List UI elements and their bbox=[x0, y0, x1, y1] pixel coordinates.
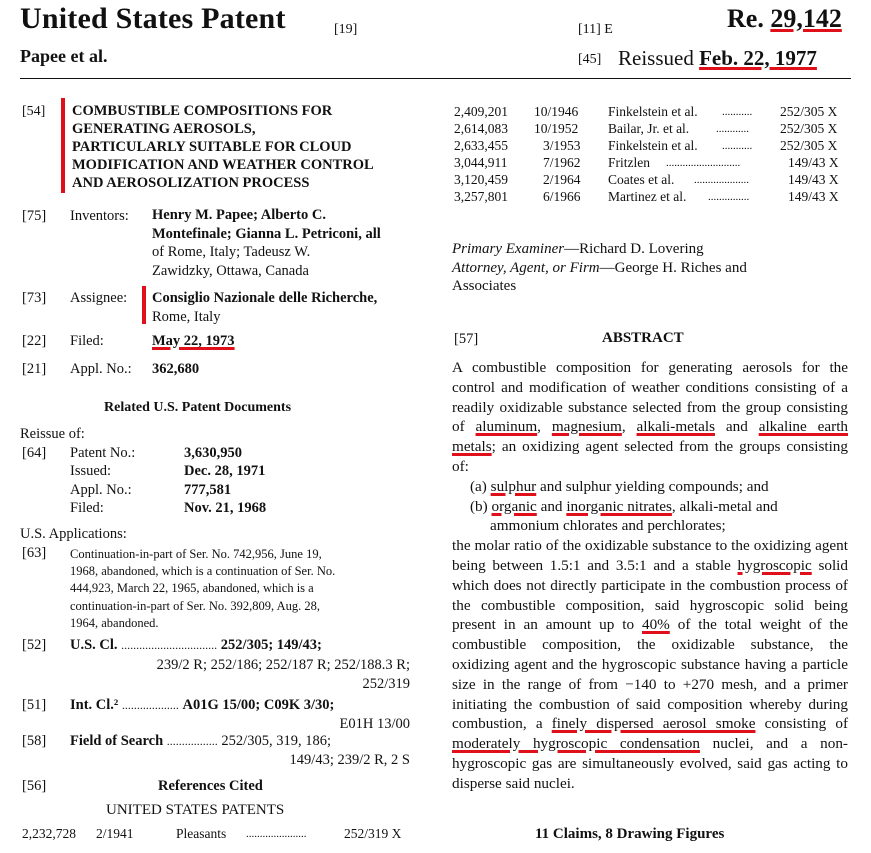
reference-dots: ...................... bbox=[246, 828, 307, 840]
reference-number: 3,044,911 bbox=[454, 155, 508, 170]
reference-dots: ............ bbox=[716, 123, 749, 135]
filed-ref: [22] bbox=[22, 333, 47, 349]
us-cl-line: 252/319 bbox=[362, 675, 410, 692]
us-cl-label: U.S. Cl. bbox=[70, 637, 118, 653]
abstract-span: solid which does not directly participate in the combustion process of the combustible composition, said hygroscopic solid being present in an amount up to bbox=[452, 556, 848, 634]
continuation-line: 444,923, March 22, 1965, abandoned, which is a bbox=[70, 581, 314, 596]
patent-ref: [11] E bbox=[578, 22, 613, 37]
field-ref: [58] bbox=[22, 733, 47, 749]
continuation-ref: [63] bbox=[22, 545, 47, 561]
reference-class: 252/305 X bbox=[780, 104, 838, 119]
int-cl-row bbox=[70, 697, 334, 714]
attorney-name-cont: Associates bbox=[452, 278, 517, 294]
abstract-heading: ABSTRACT bbox=[602, 330, 684, 346]
references-heading: References Cited bbox=[158, 778, 263, 794]
appl-ref: [21] bbox=[22, 361, 47, 377]
reissue-row-label: Appl. No.: bbox=[70, 481, 132, 498]
reference-date: 2/1941 bbox=[96, 826, 134, 841]
reference-class: 252/319 X bbox=[344, 826, 402, 841]
int-cl-label: Int. Cl.² bbox=[70, 697, 119, 713]
abstract-span: consisting of bbox=[755, 715, 849, 733]
attorney-name: —George H. Riches and bbox=[599, 259, 747, 276]
assignee-line: Consiglio Nazionale delle Richerche, bbox=[152, 290, 378, 306]
inventors-label: Inventors: bbox=[70, 208, 129, 224]
abstract-span: and sulphur yielding compounds; and bbox=[536, 477, 769, 495]
reference-class: 252/305 X bbox=[780, 121, 838, 136]
examiner-label: Primary Examiner bbox=[452, 241, 565, 257]
continuation-line: 1968, abandoned, which is a continuation of Ser. No. bbox=[70, 564, 336, 579]
abstract-span: A combustible composition for generating aerosols for the control and modification of weather conditions consisting of a readily oxidizable substance selected from the group consisting of bbox=[452, 359, 848, 436]
field-label: Field of Search bbox=[70, 733, 164, 749]
reference-name: Finkelstein et al. bbox=[608, 104, 698, 119]
assignee-line: Rome, Italy bbox=[152, 308, 221, 325]
int-cl-ref: [51] bbox=[22, 697, 47, 713]
inventor-line-text: Montefinale; Gianna L. Petriconi, all bbox=[152, 225, 381, 242]
reference-number: 2,614,083 bbox=[454, 121, 508, 136]
reference-date: 6/1966 bbox=[543, 189, 581, 204]
reference-row bbox=[454, 172, 854, 189]
header-rule bbox=[20, 78, 851, 79]
title-line: AND AEROSOLIZATION PROCESS bbox=[72, 175, 310, 191]
us-applications-label: U.S. Applications: bbox=[20, 526, 127, 542]
filed-date: May 22, 1973 bbox=[152, 333, 235, 349]
highlight-alkali-metals: alkali-metals bbox=[636, 418, 715, 436]
inventor-line-text: Henry M. Papee; Alberto C. bbox=[152, 207, 326, 223]
int-cl-dots: ................... bbox=[121, 698, 179, 712]
highlight-condensation: moderately hygroscopic condensation bbox=[452, 735, 700, 753]
appl-label: Appl. No.: bbox=[70, 361, 132, 377]
field-row bbox=[70, 733, 331, 750]
patent-number: 29,142 bbox=[770, 4, 842, 33]
attorney-label: Attorney, Agent, or Firm bbox=[452, 259, 600, 276]
patent-heading: United States Patent bbox=[20, 2, 286, 35]
reference-dots: .................... bbox=[694, 174, 749, 186]
reference-date: 2/1964 bbox=[543, 172, 581, 187]
reference-date: 10/1946 bbox=[534, 104, 579, 119]
heading-ref: [19] bbox=[334, 22, 358, 37]
reference-number: 2,409,201 bbox=[454, 104, 508, 119]
title-ref: [54] bbox=[22, 104, 46, 119]
title-line: COMBUSTIBLE COMPOSITIONS FOR bbox=[72, 103, 333, 119]
reissue-row-value: 3,630,950 bbox=[184, 445, 242, 461]
reissue-row-value: Dec. 28, 1971 bbox=[184, 463, 266, 480]
reissue-row-value: 777,581 bbox=[184, 481, 232, 498]
abstract-item-b bbox=[452, 497, 848, 517]
reference-row bbox=[454, 189, 854, 206]
reference-number: 2,232,728 bbox=[22, 826, 76, 841]
title-marker bbox=[61, 98, 65, 193]
reference-class: 252/305 X bbox=[780, 138, 838, 153]
reference-class: 149/43 X bbox=[788, 189, 839, 204]
abstract-span: and bbox=[714, 418, 759, 436]
assignee-ref: [73] bbox=[22, 290, 47, 306]
assignee-label: Assignee: bbox=[70, 290, 128, 306]
appl-number: 362,680 bbox=[152, 361, 200, 377]
reissue-row-label: Patent No.: bbox=[70, 445, 136, 461]
reissue-date: Feb. 22, 1977 bbox=[699, 46, 817, 70]
reissue-ref: [45] bbox=[578, 52, 602, 67]
examiner-block bbox=[452, 240, 747, 296]
inventors-ref: [75] bbox=[22, 208, 47, 224]
reference-name: Fritzlen bbox=[608, 155, 650, 170]
patent-title bbox=[72, 102, 374, 192]
filed-label: Filed: bbox=[70, 333, 104, 349]
reissue-labels bbox=[70, 444, 135, 517]
assignee-marker bbox=[142, 286, 146, 324]
related-heading: Related U.S. Patent Documents bbox=[104, 400, 292, 415]
field-dots: ................. bbox=[166, 734, 218, 748]
reference-name: Coates et al. bbox=[608, 172, 675, 187]
abstract-span: of the total weight of the combustible composition, the oxidizable substance, the oxidizing agent and the hygroscopic substance having a particle size in the range of from −140 to +270 mesh, and a primer initiating the combustion of said composition whereby during combustion, a bbox=[452, 616, 848, 733]
abstract-paragraph bbox=[452, 536, 848, 793]
reissue-label: Reissued bbox=[618, 46, 694, 70]
abstract-span: , bbox=[537, 418, 552, 436]
title-line: MODIFICATION AND WEATHER CONTROL bbox=[72, 157, 374, 173]
us-cl-dots: ................................ bbox=[121, 638, 218, 652]
continuation-line: Continuation-in-part of Ser. No. 742,956, June 19, bbox=[70, 547, 322, 561]
inventor-line: Papee et al. bbox=[20, 46, 108, 66]
highlight-organic: organic bbox=[491, 497, 537, 515]
abstract-span: the molar ratio of the oxidizable substance to the oxidizing agent being between 1.5:1 and 3.5:1 and a stable bbox=[452, 537, 848, 574]
inventor-line-text: of Rome, Italy; Tadeusz W. bbox=[152, 244, 311, 260]
reference-date: 3/1953 bbox=[543, 138, 581, 153]
title-line: PARTICULARLY SUITABLE FOR CLOUD bbox=[72, 139, 352, 155]
reference-name: Martinez et al. bbox=[608, 189, 687, 204]
item-label: (b) bbox=[470, 497, 492, 515]
us-patents-heading: UNITED STATES PATENTS bbox=[106, 802, 285, 818]
abstract-item-a bbox=[452, 477, 848, 497]
abstract-span: , alkali-metal and bbox=[671, 497, 778, 515]
abstract-ref: [57] bbox=[454, 331, 479, 347]
reference-date: 10/1952 bbox=[534, 121, 579, 136]
reference-row bbox=[454, 121, 854, 138]
us-cl-ref: [52] bbox=[22, 637, 47, 653]
reissue-ref: [64] bbox=[22, 445, 47, 461]
us-cl-line: 239/2 R; 252/186; 252/187 R; 252/188.3 R; bbox=[156, 657, 410, 673]
highlight-magnesium: magnesium bbox=[551, 418, 622, 436]
reference-dots: ........... bbox=[722, 140, 753, 152]
reference-class: 149/43 X bbox=[788, 172, 839, 187]
references-ref: [56] bbox=[22, 778, 47, 794]
reference-dots: ............... bbox=[708, 191, 750, 203]
reference-dots: ........................... bbox=[666, 157, 741, 169]
reissue-block bbox=[618, 46, 817, 71]
abstract-span: , bbox=[621, 418, 637, 436]
reissue-values bbox=[184, 444, 266, 517]
us-cl-more bbox=[88, 656, 410, 693]
reference-row bbox=[454, 104, 854, 121]
field-more: 149/43; 239/2 R, 2 S bbox=[289, 752, 410, 768]
highlight-sulphur: sulphur bbox=[490, 477, 537, 495]
abstract-span: and bbox=[536, 497, 567, 515]
abstract-span: ; an oxidizing agent selected from the groups consisting of: bbox=[452, 438, 848, 475]
reference-dots: ........... bbox=[722, 106, 753, 118]
patent-number-block bbox=[727, 4, 842, 34]
reference-date: 7/1962 bbox=[543, 155, 581, 170]
int-cl-more: E01H 13/00 bbox=[339, 716, 410, 732]
reference-number: 3,257,801 bbox=[454, 189, 508, 204]
title-line: GENERATING AEROSOLS, bbox=[72, 121, 256, 137]
highlight-hygroscopic: hygroscopic bbox=[737, 556, 812, 574]
inventors-list bbox=[152, 206, 381, 280]
item-label: (a) bbox=[470, 477, 491, 495]
us-cl-row bbox=[70, 637, 322, 654]
reference-name: Bailar, Jr. et al. bbox=[608, 121, 690, 136]
continuation-line: continuation-in-part of Ser. No. 392,809, Aug. 28, bbox=[70, 598, 320, 613]
reissue-of-label: Reissue of: bbox=[20, 426, 85, 442]
inventor-line-text: Zawidzky, Ottawa, Canada bbox=[152, 262, 309, 279]
us-cl-primary: 252/305; 149/43; bbox=[220, 637, 322, 653]
highlight-inorganic-nitrates: inorganic nitrates bbox=[566, 497, 672, 515]
reissue-row-label: Issued: bbox=[70, 463, 112, 480]
examiner-name: —Richard D. Lovering bbox=[564, 241, 704, 257]
highlight-alkaline-earth: alkaline earth metals bbox=[452, 418, 849, 456]
reference-number: 3,120,459 bbox=[454, 172, 508, 187]
continuation-line: 1964, abandoned. bbox=[70, 615, 159, 630]
reference-class: 149/43 X bbox=[788, 155, 839, 170]
continuation-text bbox=[70, 546, 335, 632]
abstract-paragraph bbox=[452, 358, 848, 477]
highlight-aluminum: aluminum bbox=[475, 418, 538, 436]
patent-number-prefix: Re. bbox=[727, 4, 764, 33]
highlight-percent: 40% bbox=[641, 616, 670, 634]
abstract-text bbox=[452, 358, 848, 794]
reference-row bbox=[454, 155, 854, 172]
reissue-row-label: Filed: bbox=[70, 499, 104, 516]
reference-name: Pleasants bbox=[176, 826, 227, 841]
highlight-aerosol-smoke: finely dispersed aerosol smoke bbox=[551, 715, 756, 733]
assignee-value bbox=[152, 289, 377, 326]
reference-number: 2,633,455 bbox=[454, 138, 508, 153]
abstract-span: nuclei, and a non-hygroscopic gas are simultaneously evolved, said gas acting to disperse said nuclei. bbox=[452, 735, 848, 792]
reference-row bbox=[22, 826, 422, 846]
field-primary: 252/305, 319, 186; bbox=[221, 733, 331, 749]
reissue-row-value: Nov. 21, 1968 bbox=[184, 499, 267, 516]
abstract-item-b-cont: ammonium chlorates and perchlorates; bbox=[490, 517, 726, 535]
reference-row bbox=[454, 138, 854, 155]
reference-name: Finkelstein et al. bbox=[608, 138, 698, 153]
claims-summary: 11 Claims, 8 Drawing Figures bbox=[535, 826, 725, 842]
int-cl-primary: A01G 15/00; C09K 3/30; bbox=[182, 697, 335, 713]
